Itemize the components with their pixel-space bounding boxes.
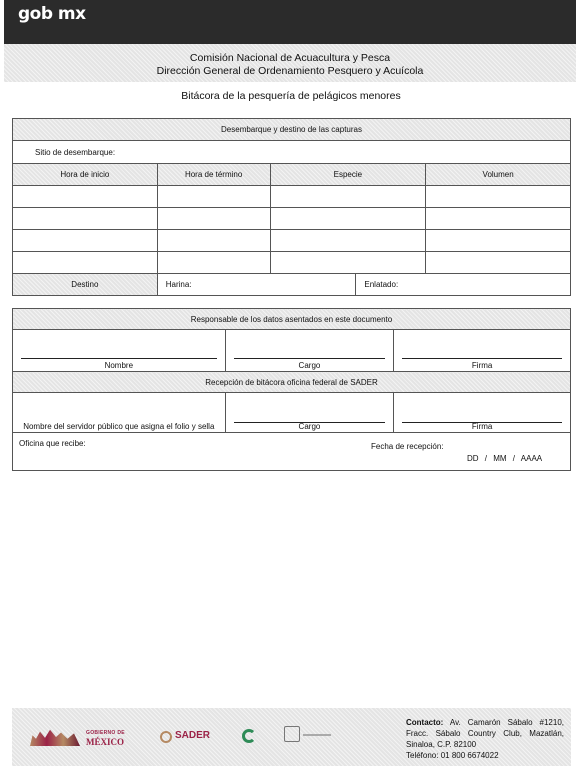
responsible-position-label: Cargo [298, 361, 321, 370]
sader-emblem-icon [160, 731, 172, 743]
responsible-name-field[interactable] [13, 330, 226, 372]
official-position-field[interactable] [225, 393, 394, 433]
end-time-cell[interactable] [157, 186, 270, 208]
conapesca-emblem-icon [242, 729, 256, 743]
table-row [13, 230, 571, 252]
column-header-species: Especie [270, 164, 426, 186]
official-name-label: Nombre del servidor público que asigna el folio y sella [23, 422, 215, 431]
section-heading-reception: Recepción de bitácora oficina federal de SADER [13, 372, 571, 393]
flour-label: Harina: [165, 280, 192, 289]
official-position-label: Cargo [298, 422, 321, 431]
footer [12, 708, 571, 766]
end-time-cell[interactable] [157, 230, 270, 252]
start-time-cell[interactable] [13, 252, 158, 274]
sader-logo-text: SADER [175, 730, 211, 741]
species-cell[interactable] [270, 230, 426, 252]
start-time-cell[interactable] [13, 230, 158, 252]
receiving-office-label: Oficina que recibe: [19, 439, 86, 448]
species-cell[interactable] [270, 208, 426, 230]
signature-line [234, 358, 386, 359]
landing-site-field[interactable] [13, 141, 571, 164]
inapesca-logo [284, 726, 334, 746]
official-name-field[interactable] [13, 393, 226, 433]
volume-cell[interactable] [426, 230, 571, 252]
contact-address: Av. Camarón Sábalo #1210, Fracc. Sábalo Country Club, Mazatlán, Sinaloa, C.P. 82100 [406, 718, 564, 749]
document-title: Bitácora de la pesquería de pelágicos menores [181, 90, 401, 102]
responsible-signature-label: Firma [471, 361, 493, 370]
conapesca-logo [240, 728, 258, 750]
end-time-cell[interactable] [157, 208, 270, 230]
volume-cell[interactable] [426, 208, 571, 230]
start-time-cell[interactable] [13, 208, 158, 230]
gobierno-de-mexico-logo [30, 728, 138, 750]
section-heading-landing: Desembarque y destino de las capturas [13, 119, 571, 141]
destination-label: Destino [13, 274, 158, 296]
volume-cell[interactable] [426, 252, 571, 274]
official-signature-field[interactable] [394, 393, 571, 433]
gob-logo-line2: MÉXICO [86, 737, 124, 747]
inapesca-emblem-icon [284, 726, 300, 742]
flour-field[interactable] [157, 274, 356, 296]
table-row [13, 186, 571, 208]
signature-line [21, 358, 217, 359]
start-time-cell[interactable] [13, 186, 158, 208]
responsible-position-field[interactable] [225, 330, 394, 372]
date-format-hint: DD / MM / AAAA [467, 454, 543, 463]
receiving-office-field[interactable] [13, 433, 571, 471]
official-signature-label: Firma [471, 422, 493, 431]
end-time-cell[interactable] [157, 252, 270, 274]
canned-label: Enlatado: [364, 280, 399, 289]
signature-line [402, 358, 562, 359]
agency-name: Comisión Nacional de Acuacultura y Pesca [189, 52, 391, 64]
section-heading-responsible: Responsable de los datos asentados en este documento [13, 309, 571, 330]
gob-logo-line1: GOBIERNO DE [86, 730, 125, 736]
responsible-name-label: Nombre [104, 361, 134, 370]
volume-cell[interactable] [426, 186, 571, 208]
crest-icon [30, 728, 80, 746]
reception-date-label: Fecha de recepción: [371, 442, 444, 451]
landing-site-label: Sitio de desembarque: [35, 147, 116, 157]
contact-phone: Teléfono: 01 800 6674022 [406, 751, 499, 760]
inapesca-logo-text [303, 734, 331, 736]
responsibility-table [12, 308, 571, 471]
contact-label: Contacto: [406, 718, 444, 727]
contact-info [406, 717, 564, 761]
landing-destination-table [12, 118, 571, 296]
gob-mx-logo[interactable]: gob mx [18, 4, 86, 24]
species-cell[interactable] [270, 252, 426, 274]
gob-mx-topbar [4, 0, 576, 44]
directorate-name: Dirección General de Ordenamiento Pesquero y Acuícola [156, 65, 424, 77]
agency-header [4, 44, 576, 82]
sader-logo [160, 728, 218, 750]
column-header-volume: Volumen [426, 164, 571, 186]
column-header-start-time: Hora de inicio [13, 164, 158, 186]
table-row [13, 208, 571, 230]
column-header-end-time: Hora de término [157, 164, 270, 186]
canned-field[interactable] [356, 274, 571, 296]
species-cell[interactable] [270, 186, 426, 208]
table-row [13, 252, 571, 274]
responsible-signature-field[interactable] [394, 330, 571, 372]
